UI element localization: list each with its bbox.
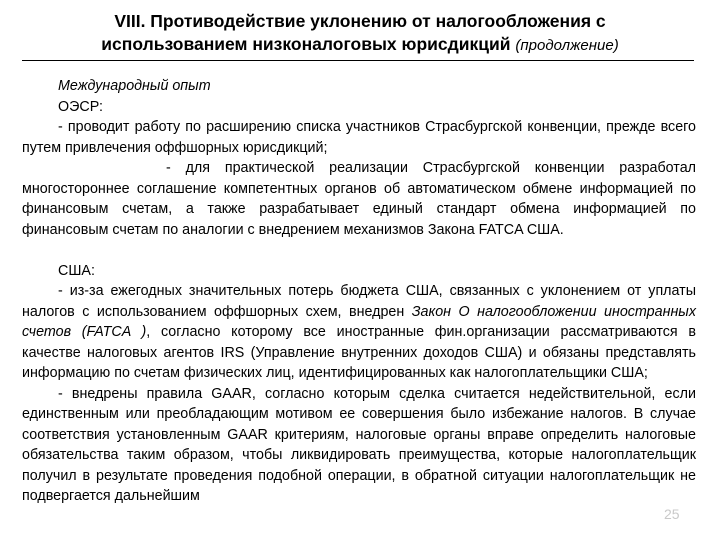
usa-paragraph-1 — [22, 281, 696, 384]
usa-paragraph-1-c: , согласно которому все иностранные фин.организации рассматриваются в качестве налоговых агентов IRS (Управление внутренних доходов США) и обязаны представлять информацию по счетам физических лиц, идентифицированных как налогоплательщики США; — [22, 324, 697, 381]
spacer — [22, 240, 696, 261]
document-body — [22, 76, 696, 507]
title-divider — [22, 60, 694, 61]
oecd-paragraph-1: - проводит работу по расширению списка участников Страсбургской конвенции, прежде всего путем привлечения оффшорных юрисдикций; — [22, 119, 696, 156]
page-title — [0, 10, 720, 57]
fatca-law-name: Закон О налогообложении иностранных счетов (FATCA ) — [22, 303, 696, 340]
title-line-2 — [0, 33, 720, 57]
section-heading — [22, 76, 696, 97]
oecd-paragraph-2 — [22, 158, 696, 240]
title-subtitle: (продолжение) — [515, 37, 619, 54]
title-line-1: VIII. Противодействие уклонению от налогообложения с — [114, 11, 606, 31]
oecd-label: ОЭСР: — [58, 98, 103, 115]
usa-paragraph-1-a: - из-за ежегодных значительных потерь бюджета США, связанных с уклонением от уплаты налогов с использованием оффшорных схем, внедрен — [22, 283, 696, 320]
slide-number: 25 — [664, 506, 680, 522]
section-heading-text: Международный опыт — [58, 78, 211, 94]
usa-paragraph-2: - внедрены правила GAAR, согласно которым сделка считается недействительной, если единственным или преобладающим мотивом ее совершения было избежание налогов. В случае соответствия установленным GAAR критериям, налоговые органы вправе определить налоговые обязательства таким образом, чтобы ликвидировать преимущества, которые налогоплательщик получил в результате проведения подобной операции, в обратной ситуации налогоплательщик не подвергается дальнейшим — [22, 385, 696, 504]
oecd-paragraph-2-text: - для практической реализации Страсбургской конвенции разработал многостороннее соглашение компетентных органов об автоматическом обмене информацией по финансовым счетам, а также разрабатывает единый стандарт обмена информацией по финансовым счетам по аналогии с внедрением механизмов Закона FATCA США. — [22, 160, 696, 238]
title-line-2-main: использованием низконалоговых юрисдикций — [101, 34, 511, 54]
usa-label: США: — [58, 262, 95, 279]
